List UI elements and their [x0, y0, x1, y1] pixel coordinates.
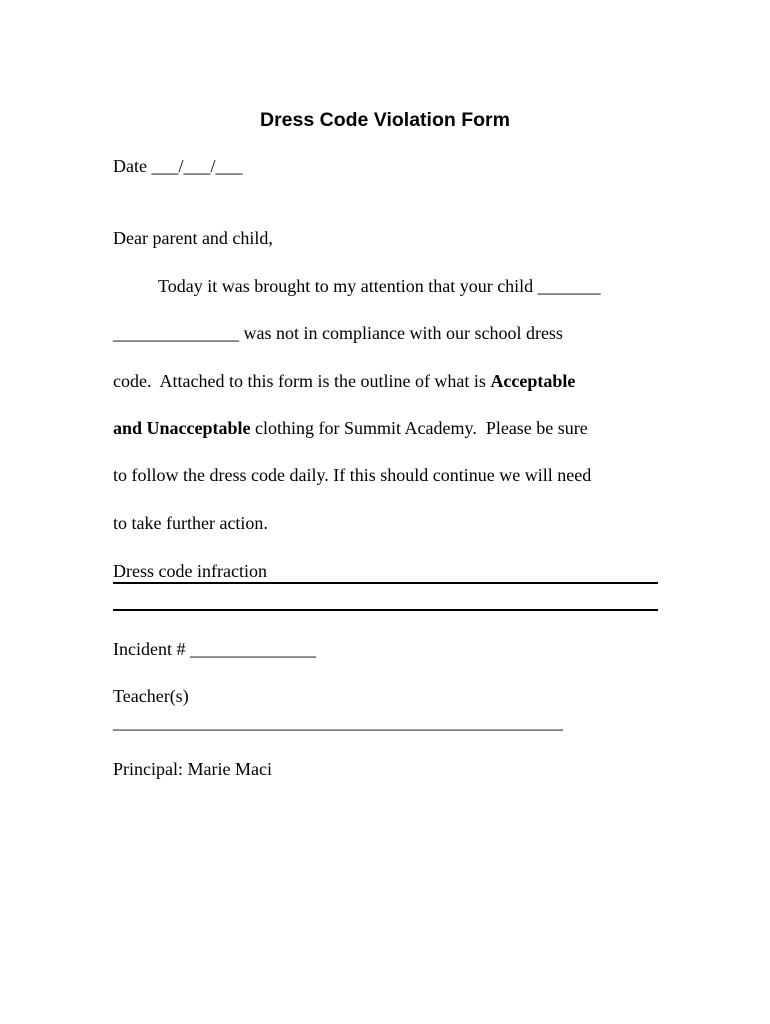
form-title: Dress Code Violation Form [260, 109, 510, 131]
body-line-4 [113, 419, 588, 437]
incident-line: Incident # ______________ [113, 639, 316, 659]
unacceptable-emphasis: and Unacceptable [113, 418, 251, 438]
date-line: Date ___/___/___ [113, 156, 243, 176]
salutation: Dear parent and child, [113, 228, 273, 248]
body-line-1: Today it was brought to my attention that your child _______ [158, 276, 601, 296]
body-line-5: to follow the dress code daily. If this should continue we will need [113, 465, 592, 485]
infraction-line-2 [113, 609, 658, 611]
body-line-6: to take further action. [113, 513, 268, 533]
body-line-2: ______________ was not in compliance with our school dress [113, 323, 563, 343]
acceptable-emphasis: Acceptable [490, 371, 576, 391]
infraction-label: Dress code infraction [113, 561, 267, 581]
principal-line: Principal: Marie Maci [113, 759, 272, 779]
body-line-3 [113, 372, 575, 390]
infraction-line-1 [113, 582, 658, 584]
teachers-label: Teacher(s) [113, 686, 189, 706]
body-line-4-text: clothing for Summit Academy. Please be sure [250, 418, 588, 438]
body-line-3-text: code. Attached to this form is the outline of what is [113, 371, 491, 391]
teachers-signature-line: __________________________________________________ [113, 712, 563, 732]
